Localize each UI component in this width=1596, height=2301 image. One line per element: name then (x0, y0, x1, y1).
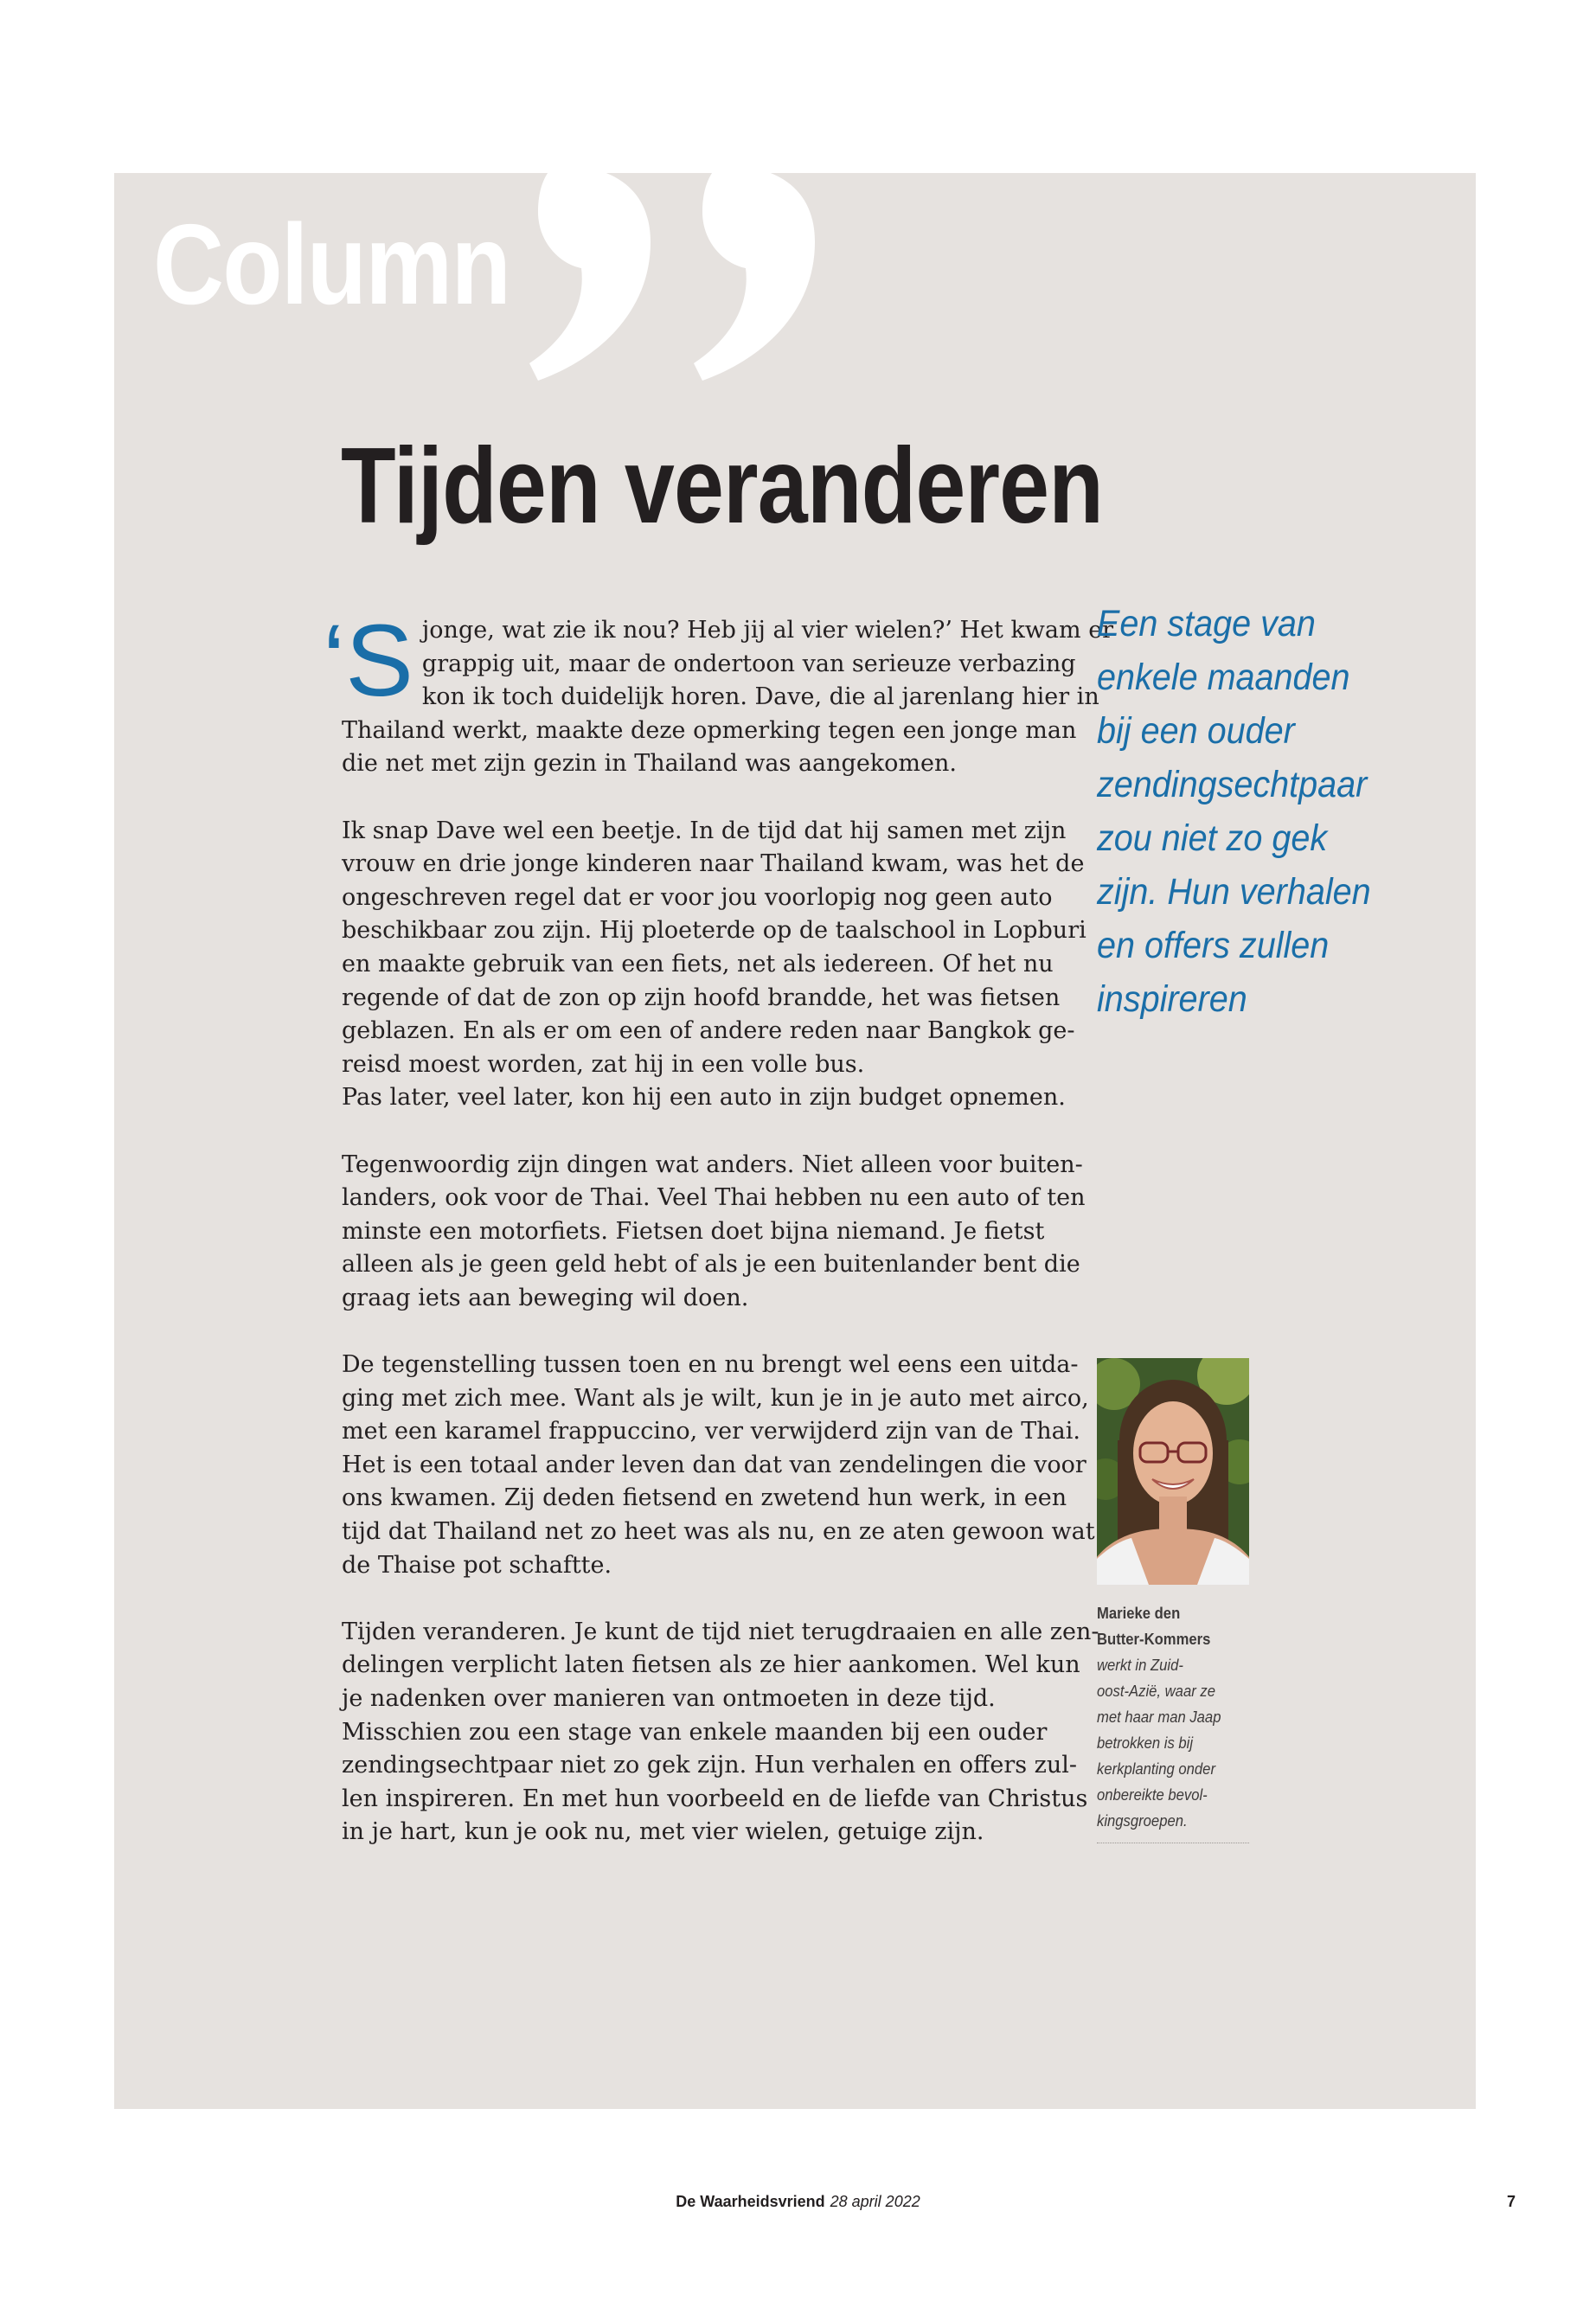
author-bio (1097, 1600, 1237, 1834)
quote-mark-icon (521, 164, 832, 389)
author-name: Marieke den Butter-Kommers (1097, 1604, 1211, 1648)
drop-cap: ‘S (323, 604, 413, 718)
page-footer (0, 2193, 1596, 2211)
section-label: Column (153, 201, 510, 328)
author-description: werkt in Zuid- oost-Azië, waar ze met haar man Jaap betrokken is bij kerkplanting onder onbereikte bevol- kingsgroepen. (1097, 1656, 1221, 1830)
article-paragraph: De tegenstelling tussen toen en nu brengt wel eens een uitda- ging met zich mee. Want als je wilt, kun je in je auto met airco, met een karamel frappuccino, ver verwijderd zijn van de Thai. Het is een totaal ander leven dan dat van zendelingen die voor ons kwamen. Zij deden fietsend en zwetend hun werk, in een tijd dat Thailand net zo heet was als nu, en ze aten gewoon wat de Thaise pot schaftte. (342, 1351, 1095, 1579)
article-paragraph: Ik snap Dave wel een beetje. In de tijd dat hij samen met zijn vrouw en drie jonge kinderen naar Thailand kwam, was het de ongeschreven regel dat er voor jou voorlopig nog geen auto beschikbaar zou zijn. Hij ploeterde op de taalschool in Lopburi en maakte gebruik van een fiets, net als iedereen. Of het nu regende of dat de zon op zijn hoofd brandde, het was fietsen geblazen. En als er om een of andere reden naar Bangkok ge- reisd moest worden, zat hij in een volle bus. Pas later, veel later, kon hij een auto in zijn budget opnemen. (342, 817, 1086, 1112)
article-paragraph: ‘Sjonge, wat zie ik nou? Heb jij al vier wielen?’ Het kwam er grappig uit, maar de ondertoon van serieuze verbazing kon ik toch duidelijk horen. Dave, die al jarenlang hier in Thailand werkt, maakte deze opmerking tegen een jonge man die net met zijn gezin in Thailand was aangekomen. (323, 604, 1114, 778)
pull-quote: Een stage van enkele maanden bij een ouder zendingsechtpaar zou niet zo gek zijn. Hun verhalen en offers zullen inspireren (1097, 603, 1371, 1020)
column-panel (114, 173, 1476, 2109)
author-photo (1097, 1358, 1249, 1585)
article-paragraph: Tegenwoordig zijn dingen wat anders. Niet alleen voor buiten- landers, ook voor de Thai. Veel Thai hebben nu een auto of ten minste een motorfiets. Fietsen doet bijna niemand. Je fietst alleen als je geen geld hebt of als je een buitenlander bent die graag iets aan beweging wil doen. (342, 1150, 1086, 1311)
publication-name: De Waarheidsvriend (676, 2193, 825, 2210)
article-body (323, 604, 1207, 1883)
page-number: 7 (1506, 2193, 1516, 2210)
issue-date: 28 april 2022 (830, 2193, 920, 2210)
article-headline: Tijden veranderen (341, 426, 1104, 546)
article-paragraph: Tijden veranderen. Je kunt de tijd niet terugdraaien en alle zen- delingen verplicht laten fietsen als ze hier aankomen. Wel kun je nadenken over manieren van ontmoeten in deze tijd. Misschien zou een stage van enkele maanden bij een ouder zendingsechtpaar niet zo gek zijn. Hun verhalen en offers zul- len inspireren. En met hun voorbeeld en de liefde van Christus in je hart, kun je ook nu, met vier wielen, getuige zijn. (342, 1618, 1099, 1846)
